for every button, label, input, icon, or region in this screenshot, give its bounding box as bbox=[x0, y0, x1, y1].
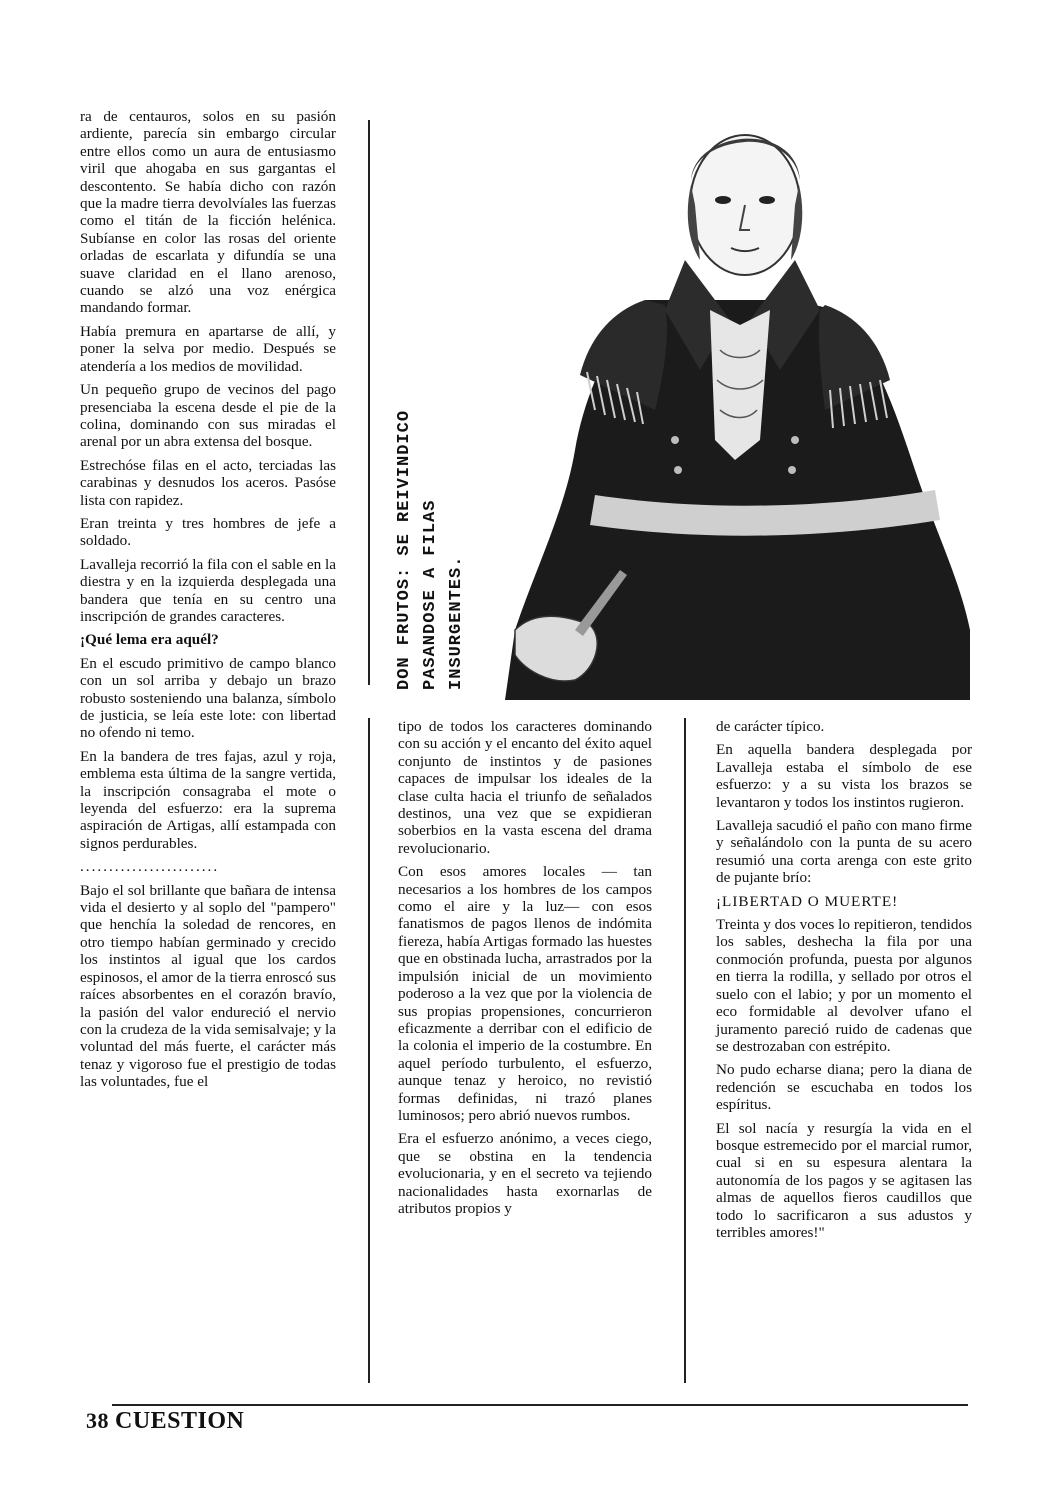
paragraph: En aquella bandera desplegada por Lavalleja estaba el símbolo de ese esfuerzo: y a su vista los brazos se levantaron y todos los instintos rugieron. bbox=[716, 741, 972, 811]
magazine-name: CUESTION bbox=[115, 1408, 245, 1434]
paragraph: Había premura en apartarse de allí, y poner la selva por medio. Después se atendería a los medios de movilidad. bbox=[80, 322, 336, 375]
portrait-image bbox=[495, 110, 970, 700]
paragraph: Un pequeño grupo de vecinos del pago presenciaba la escena desde el pie de la colina, dominando con sus miradas el arenal por un abra extensa del bosque. bbox=[80, 381, 336, 451]
paragraph: Lavalleja sacudió el paño con mano firme y señalándolo con la punta de su acero resumió una corta arenga con este grito de pujante brío: bbox=[716, 817, 972, 887]
paragraph: Eran treinta y tres hombres de jefe a soldado. bbox=[80, 514, 336, 550]
page-footer bbox=[86, 1408, 244, 1435]
paragraph: Era el esfuerzo anónimo, a veces ciego, que se obstina en la tendencia evolucionaria, y en el secreto va tejiendo nacionalidades hasta exornarlas de atributos propios y bbox=[398, 1130, 652, 1217]
paragraph: Lavalleja recorrió la fila con el sable en la diestra y en la izquierda desplegada una bandera que tenía en su centro una inscripción de grandes caracteres. bbox=[80, 555, 336, 625]
paragraph: El sol nacía y resurgía la vida en el bosque estremecido por el marcial rumor, cual si en su espesura alentara la autonomía de los pagos y se agitasen las almas de aquellos fieros caudillos que todo lo sacrificaron a sus adustos y terribles amores!" bbox=[716, 1119, 972, 1241]
caption-line: PASANDOSE A FILAS bbox=[421, 499, 440, 690]
text-column-middle bbox=[398, 718, 652, 1223]
footer-rule bbox=[112, 1404, 968, 1406]
caption-line: INSURGENTES. bbox=[447, 555, 466, 690]
paragraph: Treinta y dos voces lo repitieron, tendidos los sables, deshecha la fila por una conmoción profunda, puesta por algunos en tierra la rodilla, y sellado por otros el suelo con el labio; y por un momento el eco formidable al devolver ufano el juramento pareció ruido de cadenas que se destrozaban con estrépito. bbox=[716, 916, 972, 1055]
photo-caption bbox=[392, 360, 470, 690]
text-column-left bbox=[80, 108, 336, 1097]
paragraph: ¡Qué lema era aquél? bbox=[80, 631, 219, 649]
column-divider bbox=[368, 718, 370, 1383]
paragraph: Con esos amores locales — tan necesarios a los hombres de los campos como el aire y la luz— con esos fanatismos de pagos llenos de indómita fiereza, había Artigas formado las huestes que en obstinada lucha, arrastrados por la impulsión inicial de un movimiento poderoso a la vez que por la violencia de sus propias propensiones, concurrieron eficazmente a derribar con el edificio de la colonia el imperio de la costumbre. En aquel período turbulento, el esfuerzo, aunque tenaz y heroico, no revistió formas definidas, ni trazó planes luminosos; pero abrió nuevos rumbos. bbox=[398, 863, 652, 1124]
paragraph: Estrechóse filas en el acto, terciadas las carabinas y desnudos los aceros. Pasóse lista con rapidez. bbox=[80, 456, 336, 509]
paragraph: ra de centauros, solos en su pasión ardiente, parecía sin embargo circular entre ellos como un aura de entusiasmo viril que ahogaba en sus gargantas el descontento. Se había dicho con razón que la madre tierra devolvíales las fuerzas como el titán de la ficción helénica. Subíanse en color las rosas del oriente orladas de escarlata y difundía se una suave claridad en el llano arenoso, cuando se alzó una voz enérgica mandando formar. bbox=[80, 108, 336, 317]
exclamation-heading: ¡LIBERTAD O MUERTE! bbox=[716, 892, 899, 910]
page-number: 38 bbox=[86, 1408, 109, 1433]
paragraph: En el escudo primitivo de campo blanco con un sol arriba y debajo un brazo robusto sosteniendo una balanza, símbolo de justicia, se leía este lote: con libertad no ofendo ni temo. bbox=[80, 654, 336, 742]
caption-line: DON FRUTOS: SE REIVINDICO bbox=[395, 409, 414, 690]
column-divider bbox=[368, 120, 370, 685]
paragraph: de carácter típico. bbox=[716, 718, 825, 735]
column-divider bbox=[684, 718, 686, 1383]
paragraph: No pudo echarse diana; pero la diana de redención se escuchaba en todos los espíritus. bbox=[716, 1061, 972, 1114]
separator-dots: ........................ bbox=[80, 858, 220, 876]
paragraph: Bajo el sol brillante que bañara de intensa vida el desierto y al soplo del "pampero" que henchía la soledad de rencores, en otro tiempo habían germinado y crecido los instintos al igual que los cardos espinosos, el amor de la tierra enroscó sus raíces absorbentes en el corazón bravío, la pasión del valor endureció el nervio con la crudeza de la vida semisalvaje; y la voluntad del más fuerte, el carácter más tenaz y vigoroso fue el prestigio de todas las voluntades, fue el bbox=[80, 881, 336, 1091]
text-column-right bbox=[716, 718, 972, 1247]
paragraph: En la bandera de tres fajas, azul y roja, emblema esta última de la sangre vertida, la inscripción consagraba el mote o leyenda del esfuerzo: era la suprema aspiración de Artigas, allí estampada con signos perdurables. bbox=[80, 747, 336, 852]
paragraph: tipo de todos los caracteres dominando con su acción y el encanto del éxito aquel conjunto de instintos y de pasiones capaces de impulsar los ideales de la clase culta hacia el triunfo de señalados destinos, una vez que se expidieran soberbios en la vasta escena del drama revolucionario. bbox=[398, 718, 652, 857]
